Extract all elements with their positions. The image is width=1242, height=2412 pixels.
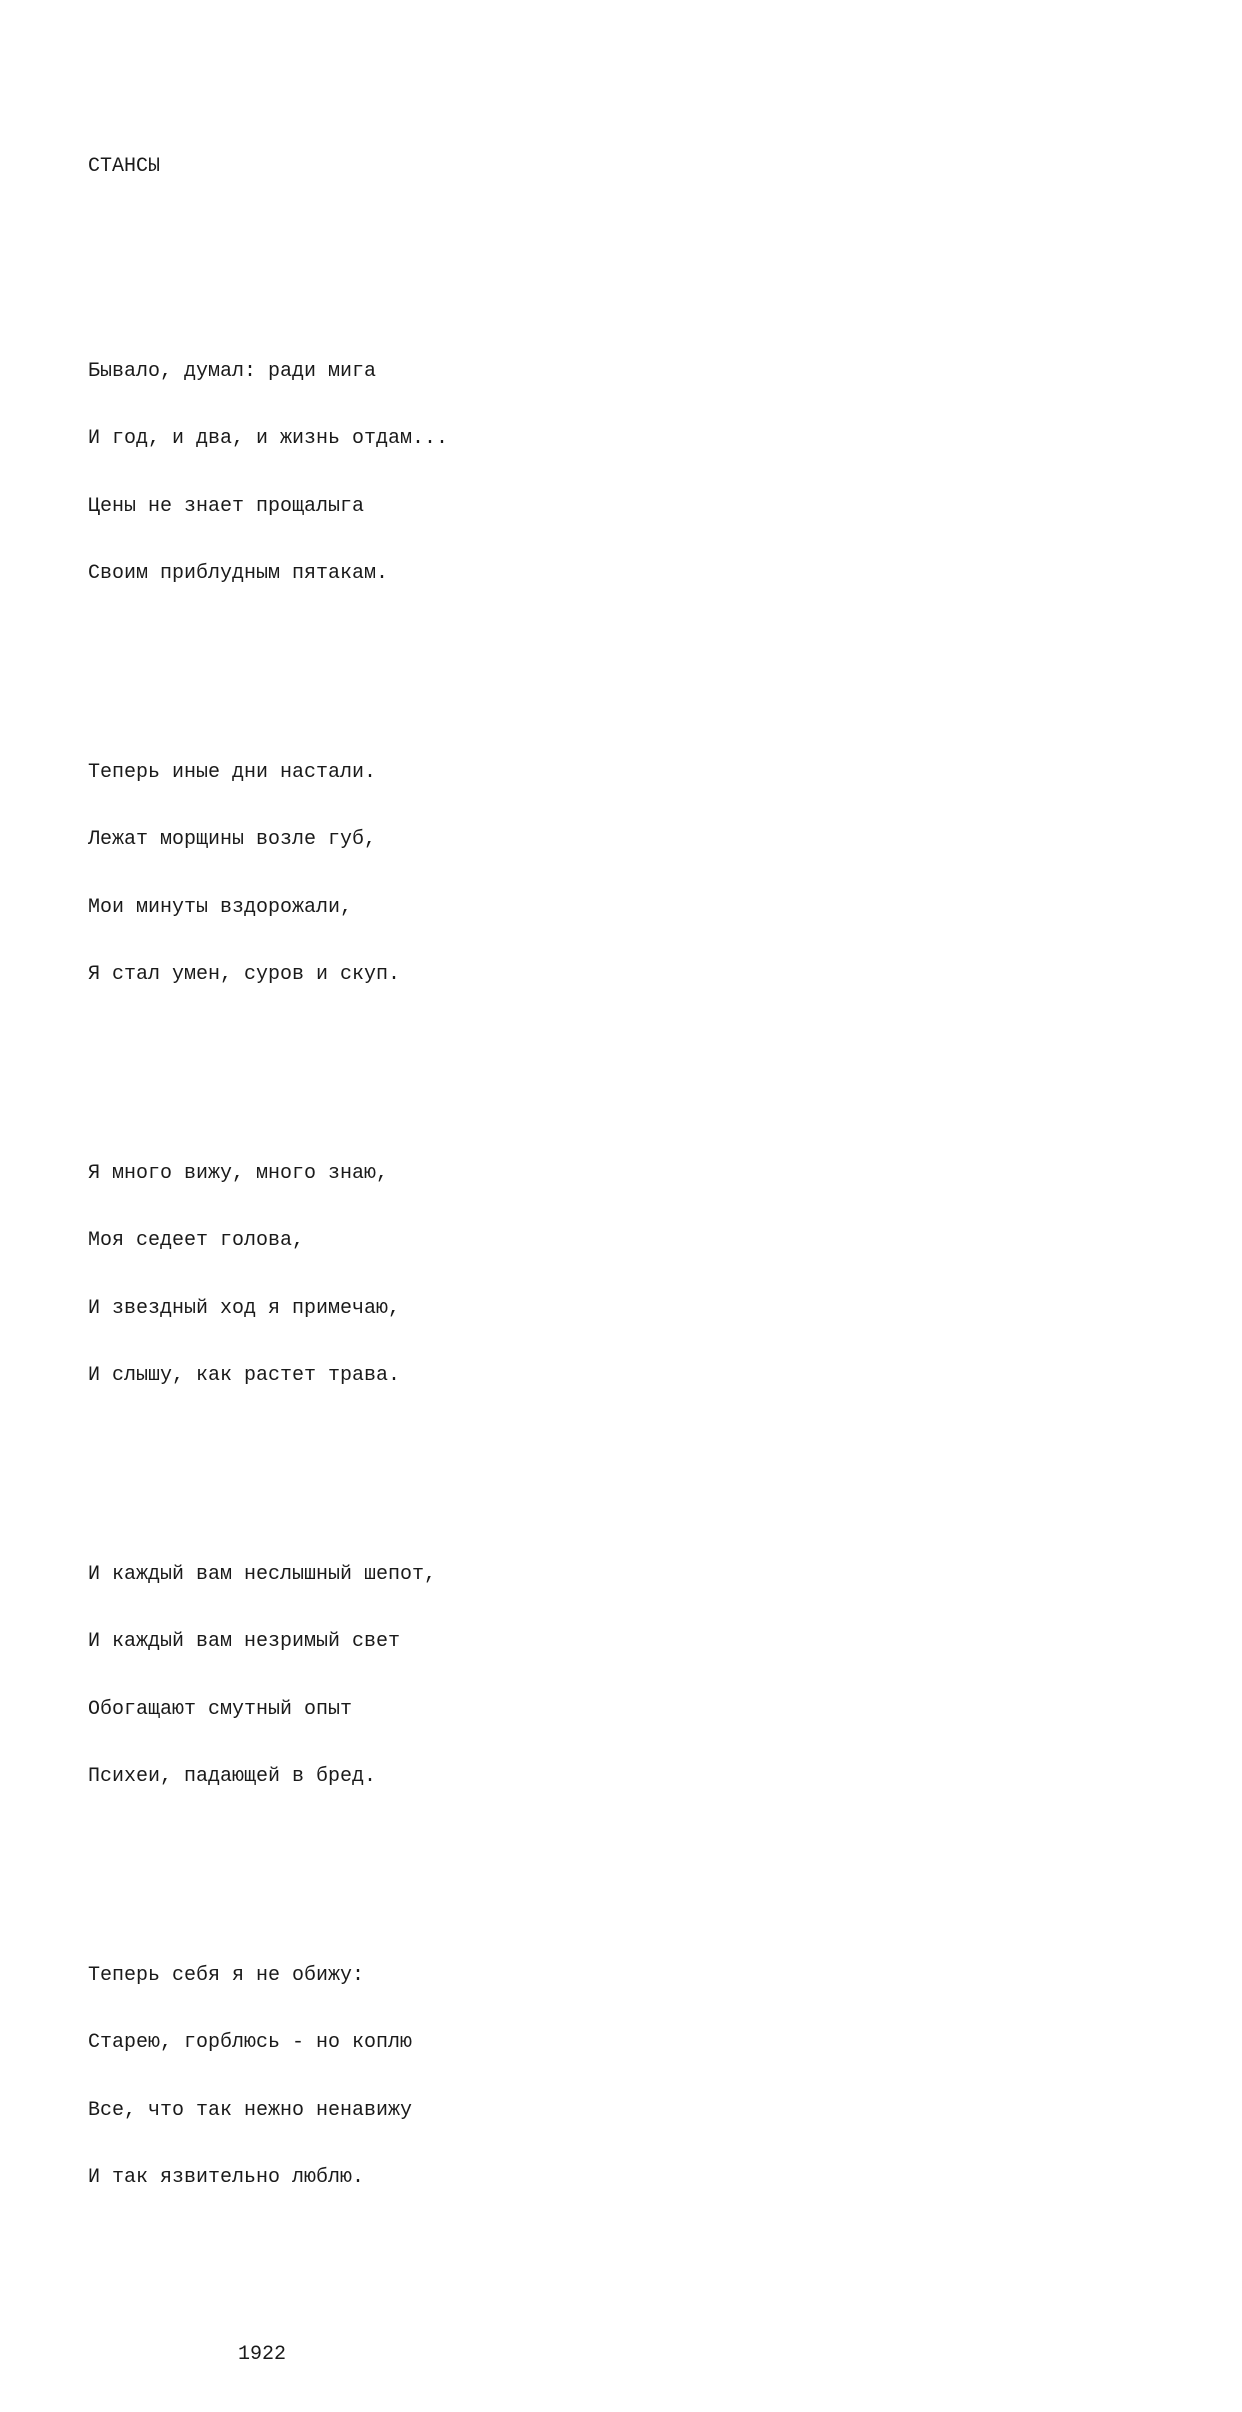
poem-line: Психеи, падающей в бред.: [88, 1765, 377, 1788]
poem-line: Я стал умен, суров и скуп.: [88, 963, 401, 986]
stanza-4: [88, 1519, 448, 1834]
stanza-2: [88, 717, 448, 1032]
poem-title: СТАНСЫ: [88, 154, 161, 178]
poem-line: Теперь себя я не обижу:: [88, 1963, 365, 1987]
poem-line: И так язвительно люблю.: [88, 2166, 365, 2189]
document-page: [88, 88, 448, 2412]
poem-line: Обогащают смутный опыт: [88, 1697, 353, 1721]
poem-date: 1922: [238, 2343, 287, 2366]
poem-line: И каждый вам неслышный шепот,: [88, 1562, 437, 1586]
poem-line: Своим приблудным пятакам.: [88, 562, 389, 585]
poem-line: Бывало, думал: ради мига: [88, 359, 377, 383]
poem-line: Старею, горблюсь - но коплю: [88, 2031, 413, 2054]
poem-line: Моя седеет голова,: [88, 1229, 305, 1252]
poem-line: Цены не знает прощалыга: [88, 494, 365, 518]
stanza-3: [88, 1118, 448, 1433]
poem-line: Теперь иные дни настали.: [88, 760, 377, 784]
poem-line: И каждый вам незримый свет: [88, 1630, 401, 1653]
poem-line: Мои минуты вздорожали,: [88, 895, 353, 919]
poem-line: И звездный ход я примечаю,: [88, 1296, 401, 1320]
poem-line: Я много вижу, много знаю,: [88, 1161, 389, 1185]
stanza-5: [88, 1920, 448, 2235]
poem-line: И слышу, как растет трава.: [88, 1364, 401, 1387]
poem-line: И год, и два, и жизнь отдам...: [88, 427, 449, 450]
poem-line: Все, что так нежно ненавижу: [88, 2098, 413, 2122]
stanza-1: [88, 316, 448, 631]
poem-line: Лежат морщины возле губ,: [88, 828, 377, 851]
